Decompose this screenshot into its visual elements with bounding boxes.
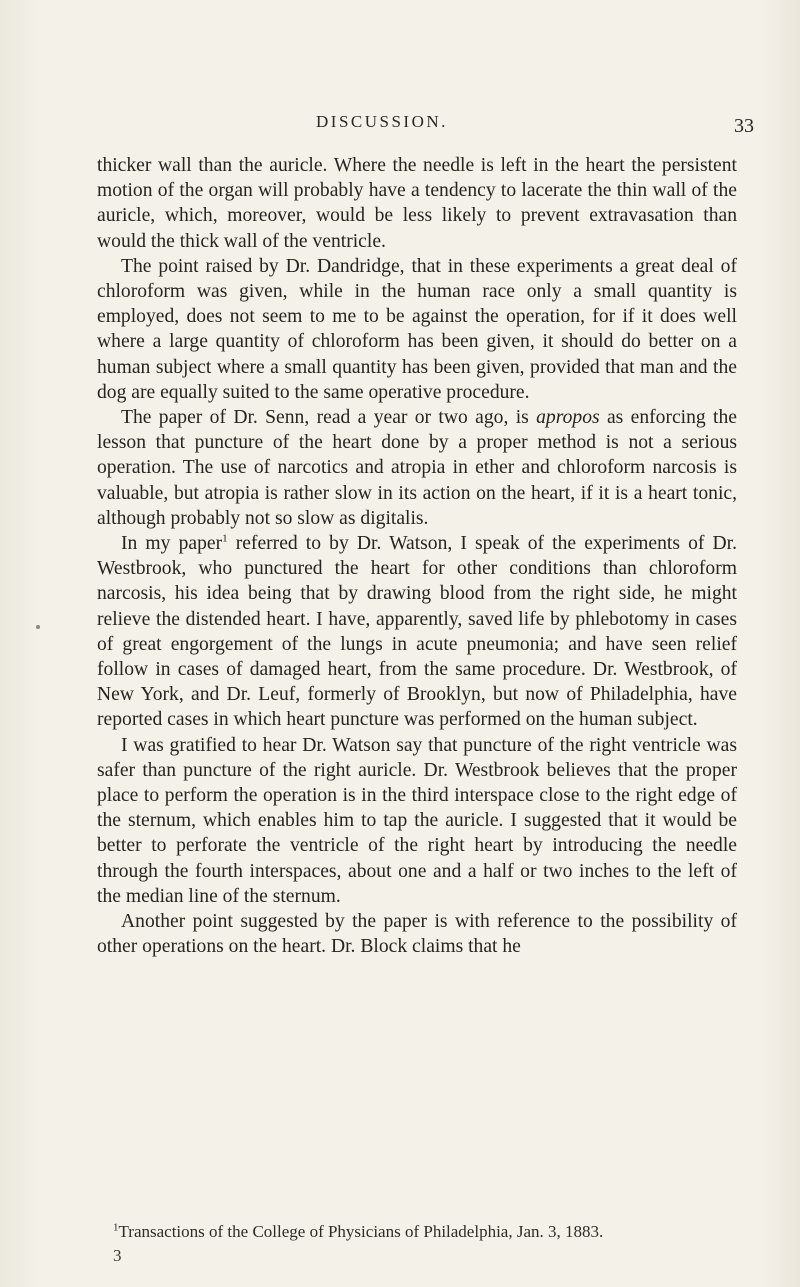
paragraph-3 [97, 405, 737, 531]
footnote-marker: 1 [113, 1221, 119, 1234]
footnote-text: Transactions of the College of Physicians of Philadelphia, Jan. 3, 1883. [118, 1222, 604, 1241]
running-head: DISCUSSION. [316, 112, 448, 131]
paragraph-4-text-b: referred to by Dr. Watson, I speak of the experiments of Dr. Westbrook, who punctured the heart for other conditions than chloroform narcosis, his idea being that by drawing blood from the right side, he might relieve the distended heart. I have, apparently, saved life by phlebotomy in cases of great engorgement of the lungs in acute pneumonia; and have seen relief follow in cases of damaged heart, from the same procedure. Dr. Westbrook, of New York, and Dr. Leuf, formerly of Brooklyn, but now of Philadelphia, have reported cases in which heart puncture was performed on the human subject. [97, 533, 738, 731]
paragraph-3-emphasis: apropos [536, 407, 600, 429]
footnote-reference: 1 [222, 532, 228, 545]
page-number: 33 [734, 115, 754, 137]
page-header [0, 112, 800, 142]
signature-mark: 3 [113, 1246, 122, 1265]
footnote [113, 1222, 753, 1242]
body-text [97, 153, 737, 960]
paragraph-6: Another point suggested by the paper is with reference to the possibility of other operations on the heart. Dr. Block claims that he [97, 911, 737, 958]
paragraph-1: thicker wall than the auricle. Where the needle is left in the heart the persistent motion of the organ will probably have a tendency to lacerate the thin wall of the auricle, which, moreover, would be less likely to prevent extravasation than would the thick wall of the ventricle. [97, 155, 737, 252]
paragraph-4-text-a: In my paper [121, 533, 223, 555]
paragraph-5: I was gratified to hear Dr. Watson say that puncture of the right ventricle was safer than puncture of the right auricle. Dr. Westbrook believes that the proper place to perform the operation is in the third interspace close to the right edge of the sternum, which enables him to tap the auricle. I suggested that it would be better to perforate the ventricle of the right heart by introducing the needle through the fourth interspaces, about one and a half or two inches to the left of the median line of the sternum. [97, 734, 737, 907]
paragraph-4 [97, 531, 737, 733]
paragraph-3-text-a: The paper of Dr. Senn, read a year or two ago, is [121, 407, 537, 429]
paragraph-2: The point raised by Dr. Dandridge, that in these experiments a great deal of chloroform was given, while in the human race only a small quantity is employed, does not seem to me to be against the operation, for if it does well where a large quantity of chloroform has been given, it should do better on a human subject where a small quantity has been given, provided that man and the dog are equally suited to the same operative procedure. [97, 255, 737, 403]
margin-dot [36, 625, 40, 629]
paragraph-3-text-b: as enforcing the lesson that puncture of the heart done by a proper method is not a serious operation. The use of narcotics and atropia in ether and chloroform narcosis is valuable, but atropia is rather slow in its action on the heart, if it is a heart tonic, although probably not so slow as digitalis. [97, 407, 737, 529]
